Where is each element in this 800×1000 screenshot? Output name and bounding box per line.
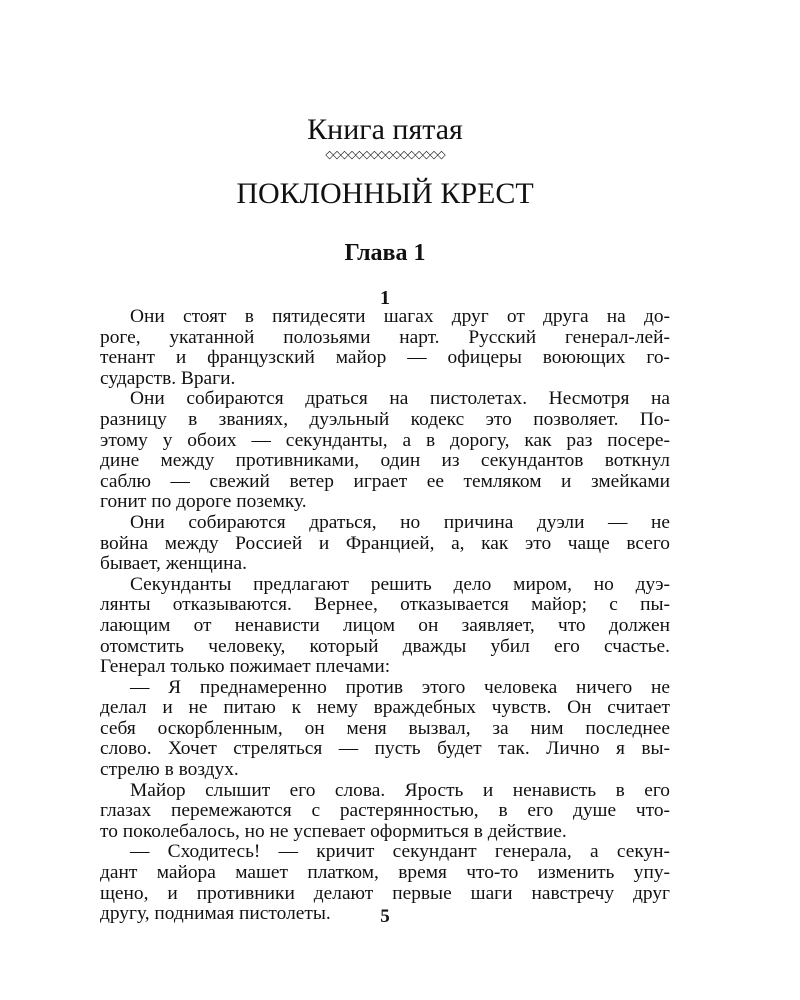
text-line: Они стоят в пятидесяти шагах друг от друга на до-: [130, 306, 670, 327]
paragraph: [100, 575, 670, 678]
text-line: стрелю в воздух.: [100, 759, 239, 781]
text-line: Они собираются драться, но причина дуэли — не: [130, 511, 670, 533]
text-line: лающим от ненависти лицом он заявляет, что должен: [100, 614, 670, 636]
paragraph: [100, 307, 670, 389]
text-line: Секунданты предлагают решить дело миром, но дуэ-: [130, 573, 670, 595]
text-line: гонит по дороге поземку.: [100, 491, 307, 513]
text-line: другу, поднимая пистолеты.: [100, 903, 331, 925]
part-title: ПОКЛОННЫЙ КРЕСТ: [236, 177, 534, 210]
text-line: слово. Хочет стреляться — пусть будет так. Лично я вы-: [100, 738, 670, 760]
text-line: Генерал только пожимает плечами:: [100, 656, 391, 678]
text-line: дант майора машет платком, время что-то изменить упу-: [100, 862, 670, 884]
text-line: то поколебалось, но не успевает оформиться в действие.: [100, 820, 567, 842]
text-line: делал и не питаю к нему враждебных чувств. Он считает: [100, 697, 670, 719]
section-number: 1: [380, 287, 390, 309]
text-line: дине между противниками, один из секундантов воткнул: [100, 450, 670, 472]
text-line: глазах перемежаются с растерянностью, в его душе что-: [100, 800, 670, 822]
text-line: сударств. Враги.: [100, 367, 236, 389]
text-line: саблю — свежий ветер играет ее темляком и змейками: [100, 470, 670, 492]
text-line: роге, укатанной полозьями нарт. Русский генерал-лей-: [100, 326, 670, 348]
text-line: война между Россией и Францией, а, как это чаще всего: [100, 532, 670, 554]
text-line: отомстить человеку, который дважды убил его счастье.: [100, 635, 670, 657]
text-line: — Я преднамеренно против этого человека ничего не: [130, 676, 670, 698]
paragraph: [100, 678, 670, 781]
ornament-divider: ◇◇◇◇◇◇◇◇◇◇◇◇◇◇◇◇: [325, 148, 445, 161]
paragraph: [100, 781, 670, 843]
text-line: Майор слышит его слова. Ярость и ненависть в его: [130, 779, 670, 801]
text-line: себя оскорбленным, он меня вызвал, за ним последнее: [100, 717, 670, 739]
text-line: щено, и противники делают первые шаги навстречу друг: [100, 882, 670, 904]
text-line: Они собираются драться на пистолетах. Несмотря на: [130, 388, 670, 410]
text-line: тенант и французский майор — офицеры воюющих го-: [100, 347, 670, 369]
book-title: Книга пятая: [307, 113, 463, 146]
text-line: лянты отказываются. Вернее, отказывается майор; с пы-: [100, 594, 670, 616]
paragraph: [100, 513, 670, 575]
paragraph: [100, 389, 670, 513]
text-line: — Сходитесь! — кричит секундант генерала, а секун-: [130, 841, 670, 863]
text-line: разницу в званиях, дуэльный кодекс это позволяет. По-: [100, 408, 670, 430]
page-number: 5: [380, 906, 390, 927]
text-line: бывает, женщина.: [100, 553, 247, 575]
body-text: [100, 307, 670, 925]
chapter-title: Глава 1: [344, 240, 426, 266]
text-line: этому у обоих — секунданты, а в дорогу, как раз посере-: [100, 429, 670, 451]
